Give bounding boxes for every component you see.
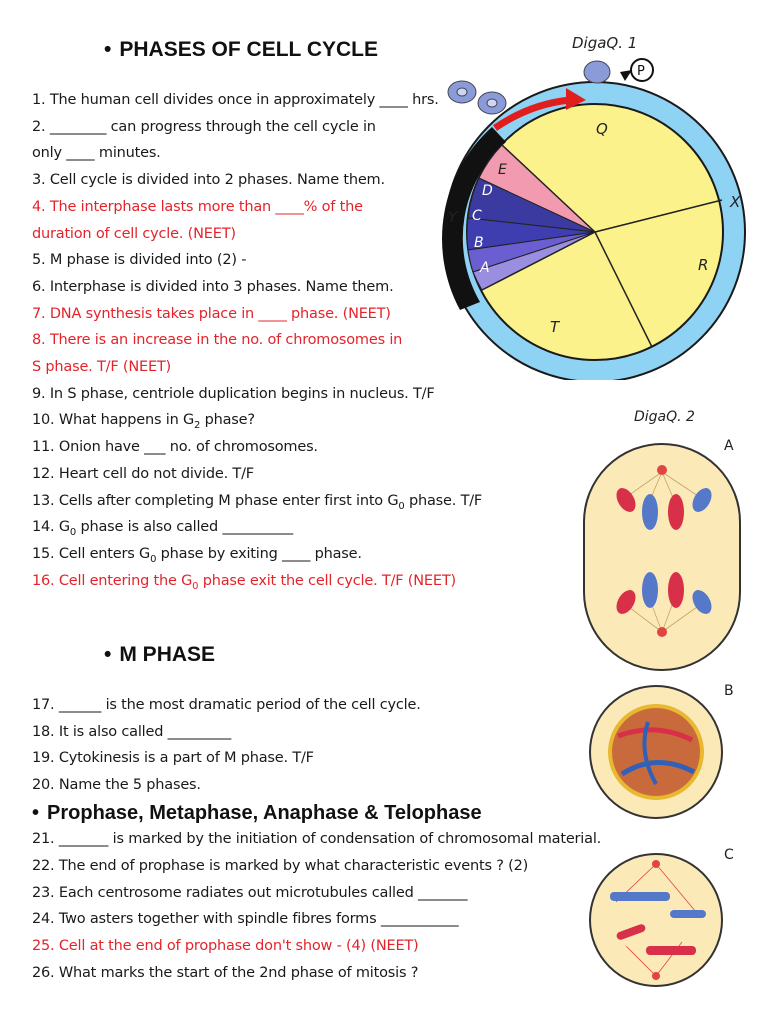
label-y: Y — [448, 208, 458, 226]
chromosome-c1 — [610, 892, 670, 901]
cell-prophase-illustration — [586, 682, 726, 822]
question-line: 2. ________ can progress through the cell cycle in — [32, 118, 376, 135]
question-line: 22. The end of prophase is marked by what characteristic events ? (2) — [32, 857, 529, 874]
question-line: 9. In S phase, centriole duplication begins in nucleus. T/F — [32, 385, 435, 402]
question-line: 7. DNA synthesis takes place in ____ phase. (NEET) — [32, 305, 391, 322]
centrosome-a-bottom — [657, 627, 667, 637]
question-line: S phase. T/F (NEET) — [32, 359, 172, 375]
diagram-2-label-a: A — [724, 438, 734, 454]
label-r: R — [698, 256, 709, 274]
question-line: 4. The interphase lasts more than ____% of the — [32, 198, 363, 215]
chromosome-a7 — [668, 572, 684, 608]
centrosome-c-top — [652, 860, 660, 868]
question-line: 21. _______ is marked by the initiation of condensation of chromosomal material. — [32, 831, 602, 847]
question-line: 26. What marks the start of the 2nd phase of mitosis ? — [32, 965, 419, 981]
cell-c-body — [590, 854, 722, 986]
diagram-2-label-c: C — [724, 847, 734, 863]
cell-metaphase-illustration — [586, 850, 726, 990]
question-line: 5. M phase is divided into (2) - — [32, 252, 247, 269]
question-line: 10. What happens in $G_2$ phase? — [32, 412, 255, 432]
question-line: 19. Cytokinesis is a part of M phase. T/F — [32, 750, 314, 766]
p-arrow-icon — [620, 70, 632, 81]
question-line: 13. Cells after completing M phase enter first into $G_0$ phase. T/F — [32, 492, 483, 512]
chromosome-a2 — [642, 494, 658, 530]
label-c: C — [472, 208, 482, 224]
question-line: 20. Name the 5 phases. — [32, 776, 201, 793]
cell-anaphase-illustration — [582, 442, 744, 674]
question-line: 1. The human cell divides once in approximately ____ hrs. — [32, 92, 439, 108]
question-line: 17. ______ is the most dramatic period of the cell cycle. — [32, 697, 421, 713]
question-line: 16. Cell entering the $G_0$ phase exit the cell cycle. T/F (NEET) — [32, 572, 456, 592]
section-heading-m-phase: • M PHASE — [104, 643, 216, 666]
label-p: P — [637, 64, 645, 79]
cell-icon-1-nucleus — [457, 88, 467, 96]
diagram-2-title: DigaQ. 2 — [634, 409, 695, 425]
question-line: 12. Heart cell do not divide. T/F — [32, 465, 254, 482]
section-heading-cell-cycle: • PHASES OF CELL CYCLE — [104, 38, 379, 61]
question-line: 14. $G_0$ phase is also called __________ — [32, 519, 293, 539]
question-line: 3. Cell cycle is divided into 2 phases. Name them. — [32, 172, 385, 189]
diagram-2-label-b: B — [724, 683, 734, 699]
cell-icon-2-nucleus — [487, 99, 497, 107]
question-line: 23. Each centrosome radiates out microtubules called _______ — [32, 884, 468, 901]
diagram-1-title: DigaQ. 1 — [572, 34, 638, 52]
label-d: D — [482, 183, 493, 199]
nucleus-b — [610, 706, 702, 798]
chromosome-c4 — [646, 946, 696, 955]
label-x: X — [730, 193, 741, 211]
section-heading-prophase: • Prophase, Metaphase, Anaphase & Telophase — [32, 802, 482, 824]
label-q: Q — [596, 120, 608, 138]
question-line: duration of cell cycle. (NEET) — [32, 225, 236, 242]
question-line: 11. Onion have ___ no. of chromosomes. — [32, 439, 318, 456]
question-line: 18. It is also called _________ — [32, 723, 232, 740]
chromosome-a3 — [668, 494, 684, 530]
label-a: A — [480, 260, 490, 276]
question-line: 6. Interphase is divided into 3 phases. Name them. — [32, 278, 394, 295]
label-t: T — [550, 318, 560, 336]
question-line: 8. There is an increase in the no. of chromosomes in — [32, 332, 403, 349]
question-line: 15. Cell enters $G_0$ phase by exiting ____ phase. — [32, 545, 362, 565]
label-b: B — [474, 235, 484, 251]
centrosome-c-bottom — [652, 972, 660, 980]
question-line: 24. Two asters together with spindle fibres forms ___________ — [32, 911, 459, 928]
chromosome-a6 — [642, 572, 658, 608]
centrosome-a-top — [657, 465, 667, 475]
question-line: only ____ minutes. — [32, 145, 161, 162]
cell-cycle-diagram — [420, 50, 760, 380]
cell-icon-3 — [584, 61, 610, 83]
question-line: 25. Cell at the end of prophase don't show - (4) (NEET) — [32, 938, 419, 955]
label-e: E — [498, 162, 507, 178]
chromosome-c2 — [670, 910, 706, 918]
